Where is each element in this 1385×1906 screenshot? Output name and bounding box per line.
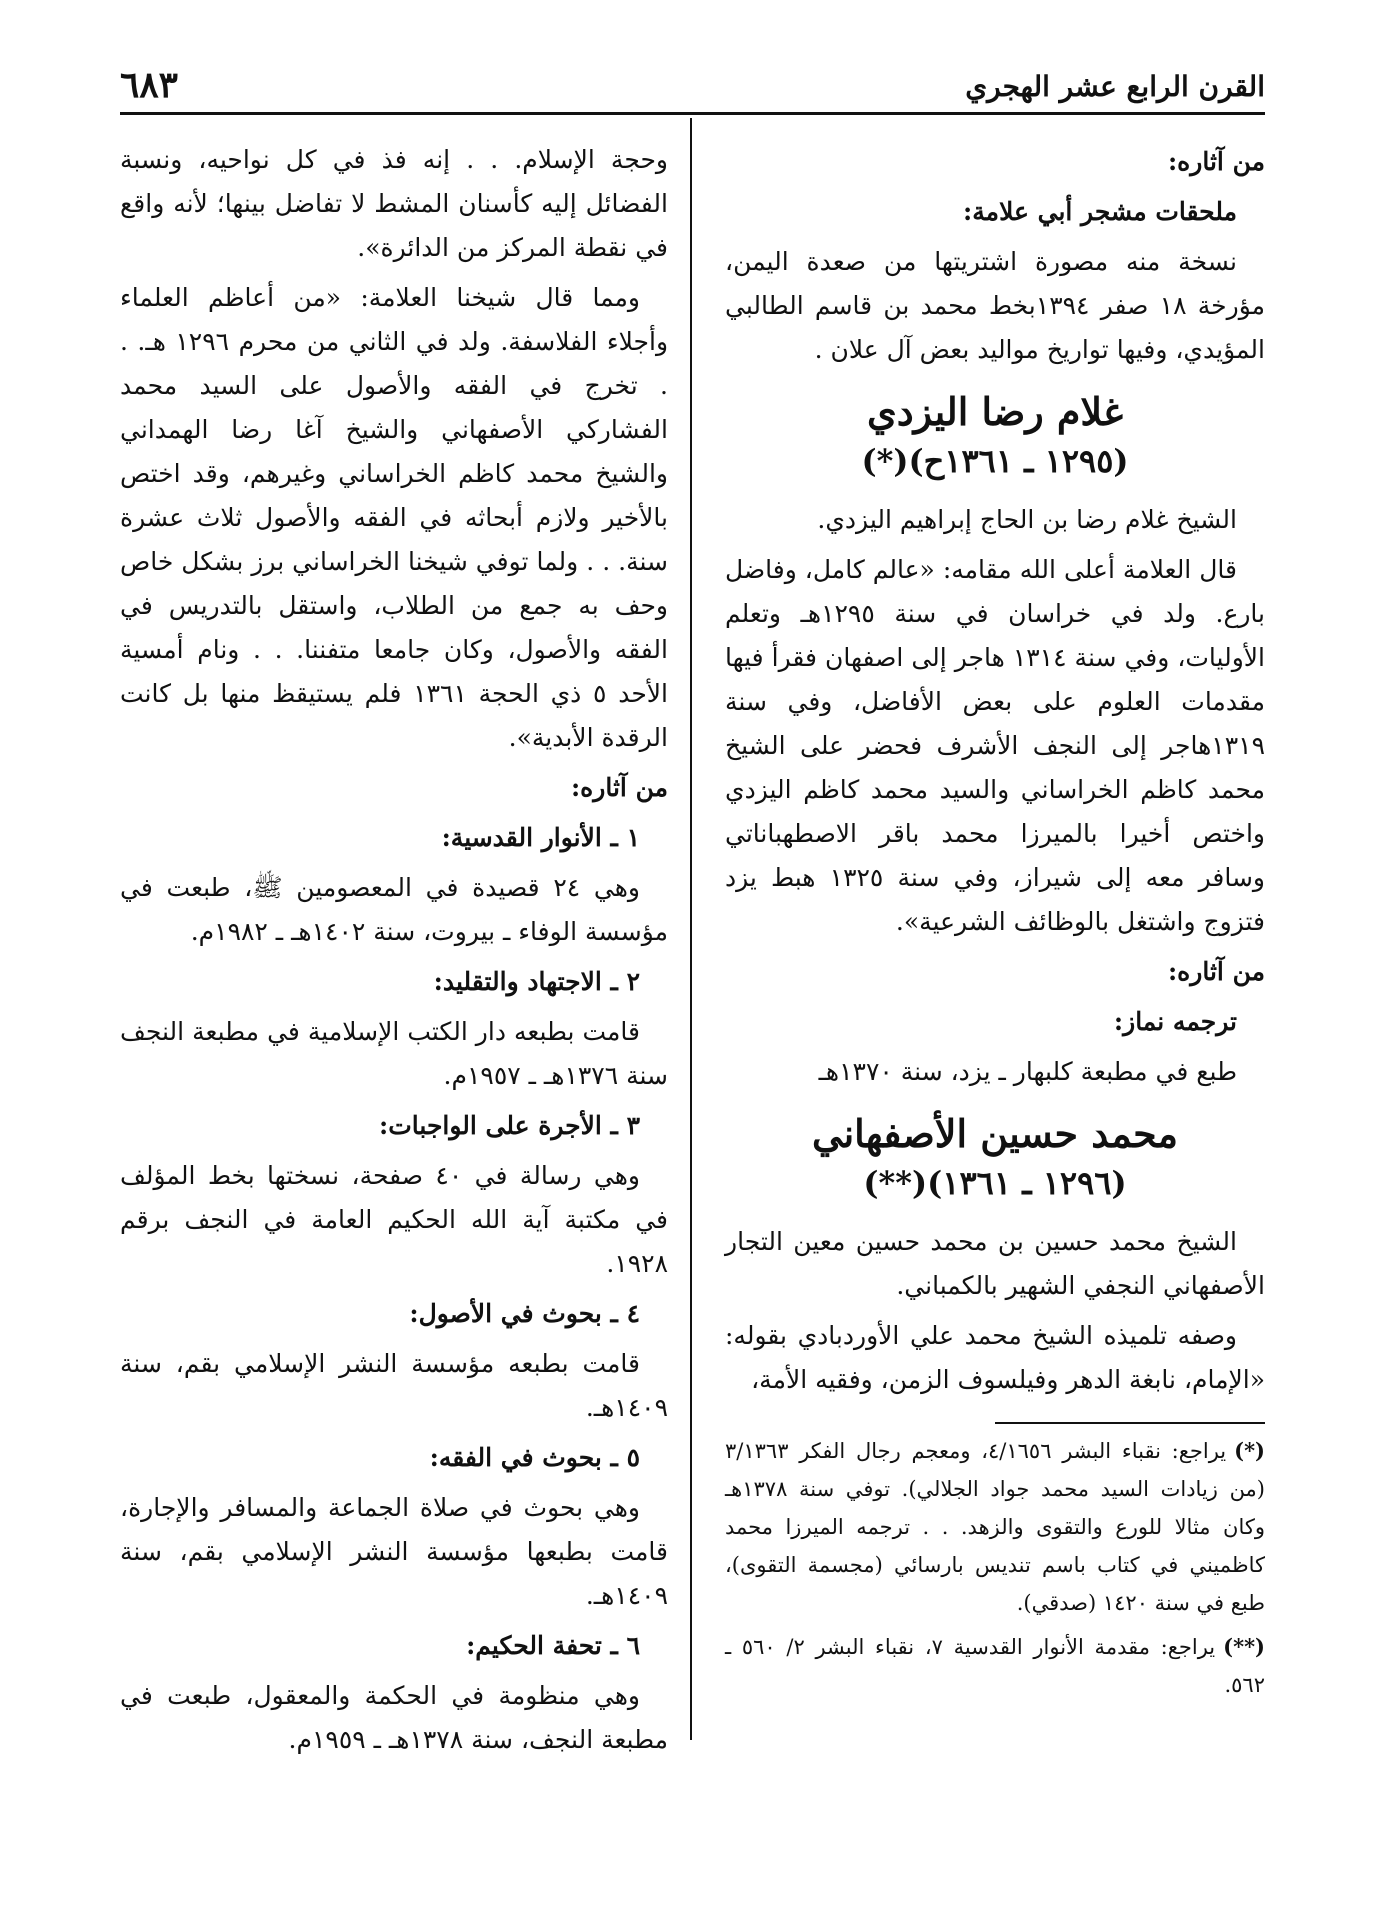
work-title: ترجمه نماز: <box>1113 1007 1237 1036</box>
biography-quote: ومما قال شيخنا العلامة: «من أعاظم العلماء وأجلاء الفلاسفة. ولد في الثاني من محرم ١٢٩٦ هـ. . . تخرج في الفقه والأصول على السيد محمد الفشاركي الأصفهاني والشيخ آغا رضا الهمداني والشيخ محمد كاظم الخراساني وغيرهم، وقد اختص بالأخير ولازم أبحاثه في الفقه والأصول ثلاث عشرة سنة. . . ولما توفي شيخنا الخراساني برز بشكل خاص وحف به جمع من الطلاب، واستقل بالتدريس في الفقه والأصول، وكان جامعا متفننا. . . ونام أمسية الأحد ٥ ذي الحجة ١٣٦١ فلم يستيقظ منها بل كانت الرقدة الأبدية». <box>120 283 669 752</box>
work-title: ٢ ـ الاجتهاد والتقليد: <box>433 967 640 996</box>
work-description: قامت بطبعه مؤسسة النشر الإسلامي بقم، سنة ١٤٠٩هـ. <box>120 1349 668 1422</box>
right-column <box>725 138 1265 1408</box>
footnote <box>725 1432 1265 1622</box>
biography-name: غلام رضا اليزدي <box>867 389 1123 434</box>
page-number: ٦٨٣ <box>120 64 179 106</box>
running-title: القرن الرابع عشر الهجري <box>965 70 1265 103</box>
work-description: قامت بطبعه دار الكتب الإسلامية في مطبعة النجف سنة ١٣٧٦هـ ـ ١٩٥٧م. <box>120 1017 668 1090</box>
works-heading: من آثاره: <box>1167 957 1265 986</box>
work-description: وهي منظومة في الحكمة والمعقول، طبعت في مطبعة النجف، سنة ١٣٧٨هـ ـ ١٩٥٩م. <box>120 1681 668 1754</box>
biography-intro: الشيخ غلام رضا بن الحاج إبراهيم اليزدي. <box>817 505 1237 534</box>
work-description: وهي بحوث في صلاة الجماعة والمسافر والإجارة، قامت بطبعها مؤسسة النشر الإسلامي بقم، سنة ١٤٠٩هـ. <box>120 1493 668 1610</box>
work-title: ملحقات مشجر أبي علامة: <box>963 197 1237 226</box>
footnote-rule <box>995 1422 1265 1424</box>
work-description: نسخة منه مصورة اشتريتها من صعدة اليمن، مؤرخة ١٨ صفر ١٣٩٤بخط محمد بن قاسم الطالبي المؤيدي، وفيها تواريخ مواليد بعض آل علان . <box>725 247 1266 364</box>
work-title: ٦ ـ تحفة الحكيم: <box>466 1631 640 1660</box>
biography-dates: (١٢٩٦ ـ ١٣٦١)(**) <box>863 1164 1127 1202</box>
biography-quote: وصفه تلميذه الشيخ محمد علي الأوردبادي بقوله: «الإمام، نابغة الدهر وفيلسوف الزمن، وفقيه الأمة، <box>725 1321 1265 1394</box>
biography-continuation: وحجة الإسلام. . . إنه فذ في كل نواحيه، ونسبة الفضائل إليه كأسنان المشط لا تفاضل بينها؛ لأنه واقع في نقطة المركز من الدائرة». <box>120 145 668 262</box>
biography-name: محمد حسين الأصفهاني <box>811 1111 1179 1156</box>
works-heading: من آثاره: <box>570 773 668 802</box>
column-divider <box>690 118 692 1740</box>
work-title: ١ ـ الأنوار القدسية: <box>441 823 640 852</box>
header-rule <box>120 112 1265 115</box>
biography-intro: الشيخ محمد حسين بن محمد حسين معين التجار الأصفهاني النجفي الشهير بالكمباني. <box>725 1227 1265 1300</box>
work-title: ٤ ـ بحوث في الأصول: <box>409 1299 640 1328</box>
footnote-mark: (*) <box>1234 1438 1265 1463</box>
biography-quote: قال العلامة أعلى الله مقامه: «عالم كامل، وفاضل بارع. ولد في خراسان في سنة ١٢٩٥هـ وتعلم الأوليات، وفي سنة ١٣١٤ هاجر إلى اصفهان فقرأ فيها مقدمات العلوم على بعض الأفاضل، وفي سنة ١٣١٩هاجر إلى النجف الأشرف فحضر على الشيخ محمد كاظم الخراساني والسيد محمد كاظم اليزدي واختص أخيرا بالميرزا محمد باقر الاصطهباناتي وسافر معه إلى شيراز، وفي سنة ١٣٢٥ هبط يزد فتزوج واشتغل بالوظائف الشرعية». <box>725 555 1266 936</box>
left-column <box>120 138 668 1768</box>
works-heading: من آثاره: <box>1167 147 1265 176</box>
biography-dates: (١٢٩٥ ـ ١٣٦١ح)(*) <box>861 442 1129 480</box>
work-title: ٣ ـ الأجرة على الواجبات: <box>379 1111 640 1140</box>
footnote-text: يراجع: مقدمة الأنوار القدسية ٧، نقباء البشر ٢/ ٥٦٠ ـ ٥٦٢. <box>725 1635 1265 1697</box>
work-description: وهي ٢٤ قصيدة في المعصومين ﷺ، طبعت في مؤسسة الوفاء ـ بيروت، سنة ١٤٠٢هـ ـ ١٩٨٢م. <box>120 873 668 946</box>
footnote-text: يراجع: نقباء البشر ٤/١٦٥٦، ومعجم رجال الفكر ٣/١٣٦٣ (من زيادات السيد محمد جواد الجلالي). توفي سنة ١٣٧٨هـ وكان مثالا للورع والتقوى والزهد. . . ترجمه الميرزا محمد كاظميني في كتاب باسم تنديس بارسائي (مجسمة التقوى)، طبع في سنة ١٤٢٠ (صدقي). <box>725 1439 1265 1615</box>
work-description: وهي رسالة في ٤٠ صفحة، نسختها بخط المؤلف في مكتبة آية الله الحكيم العامة في النجف برقم ١٩٢٨. <box>120 1161 668 1278</box>
footnote <box>725 1628 1265 1704</box>
work-title: ٥ ـ بحوث في الفقه: <box>429 1443 640 1472</box>
work-description: طبع في مطبعة كلبهار ـ يزد، سنة ١٣٧٠هـ <box>818 1057 1237 1086</box>
footnote-mark: (**) <box>1223 1634 1265 1659</box>
page-header <box>120 60 1265 110</box>
footnotes <box>725 1432 1265 1710</box>
